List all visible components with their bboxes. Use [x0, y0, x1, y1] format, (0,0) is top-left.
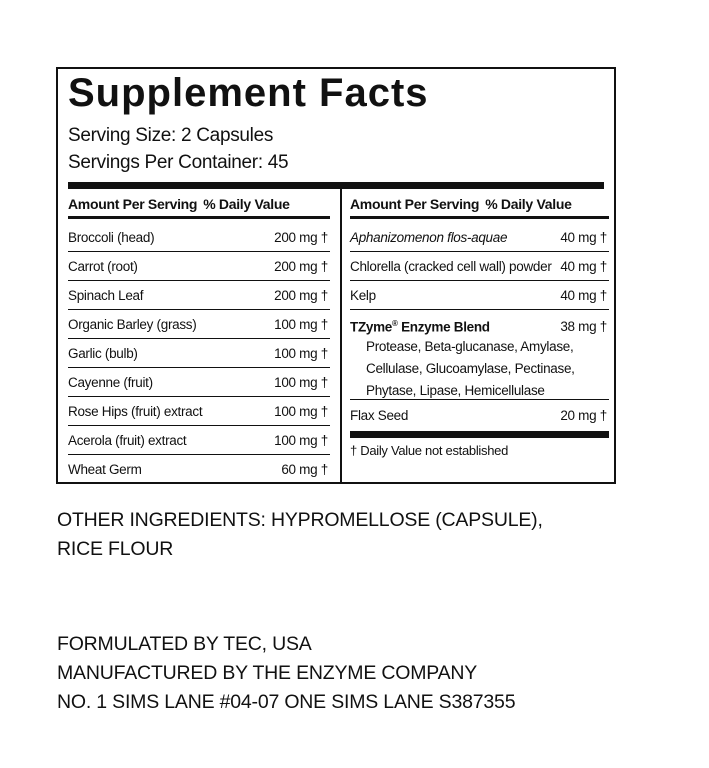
- daily-value-footnote: † Daily Value not established: [350, 443, 508, 458]
- manufacturer-info: [57, 630, 515, 717]
- ingredient-name: Carrot (root): [68, 258, 138, 274]
- ingredient-amount: 100 mg †: [274, 403, 328, 419]
- ingredient-name: Flax Seed: [350, 408, 409, 423]
- ingredient-amount: 40 mg †: [560, 229, 607, 245]
- ingredient-row: [68, 223, 330, 252]
- supplement-facts-panel: [56, 67, 616, 484]
- enzyme-blend: [350, 310, 609, 400]
- ingredient-name: Cayenne (fruit): [68, 374, 153, 390]
- ingredient-amount: 100 mg †: [274, 316, 328, 332]
- manufacturer-line: NO. 1 SIMS LANE #04-07 ONE SIMS LANE S387355: [57, 691, 516, 713]
- registered-mark: ®: [392, 318, 398, 328]
- enzyme-blend-amount: 38 mg †: [560, 319, 607, 334]
- other-ingredients-line: OTHER INGREDIENTS: HYPROMELLOSE (CAPSULE),: [57, 509, 543, 531]
- enzyme-blend-name: [350, 319, 490, 335]
- ingredient-row: [68, 252, 330, 281]
- ingredient-amount: 100 mg †: [274, 345, 328, 361]
- other-ingredients: [57, 506, 543, 564]
- manufacturer-line: FORMULATED BY TEC, USA: [57, 633, 312, 655]
- ingredient-row: [68, 368, 330, 397]
- enzyme-blend-contents: [350, 334, 609, 402]
- left-header-amount: Amount Per Serving: [68, 196, 198, 212]
- blend-line: Phytase, Lipase, Hemicellulase: [366, 383, 545, 398]
- ingredient-row: [68, 426, 330, 455]
- blend-line: Cellulase, Glucoamylase, Pectinase,: [366, 361, 575, 376]
- ingredient-name: Wheat Germ: [68, 462, 142, 477]
- ingredient-amount: 200 mg †: [274, 287, 328, 303]
- ingredient-name: Chlorella (cracked cell wall) powder: [350, 258, 552, 274]
- right-column: [350, 189, 609, 464]
- ingredient-amount: 200 mg †: [274, 258, 328, 274]
- ingredient-amount: 100 mg †: [274, 432, 328, 448]
- right-header-amount: Amount Per Serving: [350, 196, 480, 212]
- manufacturer-line: MANUFACTURED BY THE ENZYME COMPANY: [57, 662, 478, 684]
- ingredient-name: Aphanizomenon flos-aquae: [350, 229, 508, 245]
- ingredient-amount: 20 mg †: [560, 408, 607, 423]
- ingredient-row: [68, 397, 330, 426]
- ingredient-name: Garlic (bulb): [68, 345, 138, 361]
- ingredient-row: [350, 252, 609, 281]
- panel-title: Supplement Facts: [68, 71, 429, 115]
- ingredient-name: Rose Hips (fruit) extract: [68, 403, 203, 419]
- ingredient-row: [350, 400, 609, 431]
- ingredient-name: Acerola (fruit) extract: [68, 432, 187, 448]
- servings-per-container: Servings Per Container: 45: [68, 152, 289, 173]
- left-column-header: [68, 189, 330, 219]
- top-divider: [68, 182, 604, 189]
- blend-line: Protease, Beta-glucanase, Amylase,: [366, 339, 574, 354]
- ingredient-name: Broccoli (head): [68, 229, 155, 245]
- serving-size: Serving Size: 2 Capsules: [68, 125, 274, 146]
- ingredient-amount: 40 mg †: [560, 287, 607, 303]
- ingredient-amount: 100 mg †: [274, 374, 328, 390]
- right-header-dv: % Daily Value: [485, 196, 572, 212]
- column-divider: [340, 182, 342, 482]
- ingredient-row: [350, 223, 609, 252]
- ingredient-amount: 60 mg †: [281, 462, 328, 477]
- ingredient-row: [68, 310, 330, 339]
- ingredient-row: [68, 455, 330, 484]
- ingredient-row: [350, 281, 609, 310]
- ingredient-name: Spinach Leaf: [68, 287, 144, 303]
- ingredient-amount: 200 mg †: [274, 229, 328, 245]
- bottom-divider: [350, 431, 609, 438]
- ingredient-name: Organic Barley (grass): [68, 316, 197, 332]
- enzyme-blend-header: [350, 310, 609, 334]
- right-column-header: [350, 189, 609, 219]
- ingredient-row: [68, 339, 330, 368]
- ingredient-row: [68, 281, 330, 310]
- left-column: [68, 189, 330, 484]
- ingredient-name: Kelp: [350, 287, 376, 303]
- left-header-dv: % Daily Value: [203, 196, 290, 212]
- blend-brand: TZyme: [350, 319, 393, 334]
- ingredient-amount: 40 mg †: [560, 258, 607, 274]
- other-ingredients-line: RICE FLOUR: [57, 538, 174, 560]
- blend-suffix: Enzyme Blend: [397, 319, 490, 334]
